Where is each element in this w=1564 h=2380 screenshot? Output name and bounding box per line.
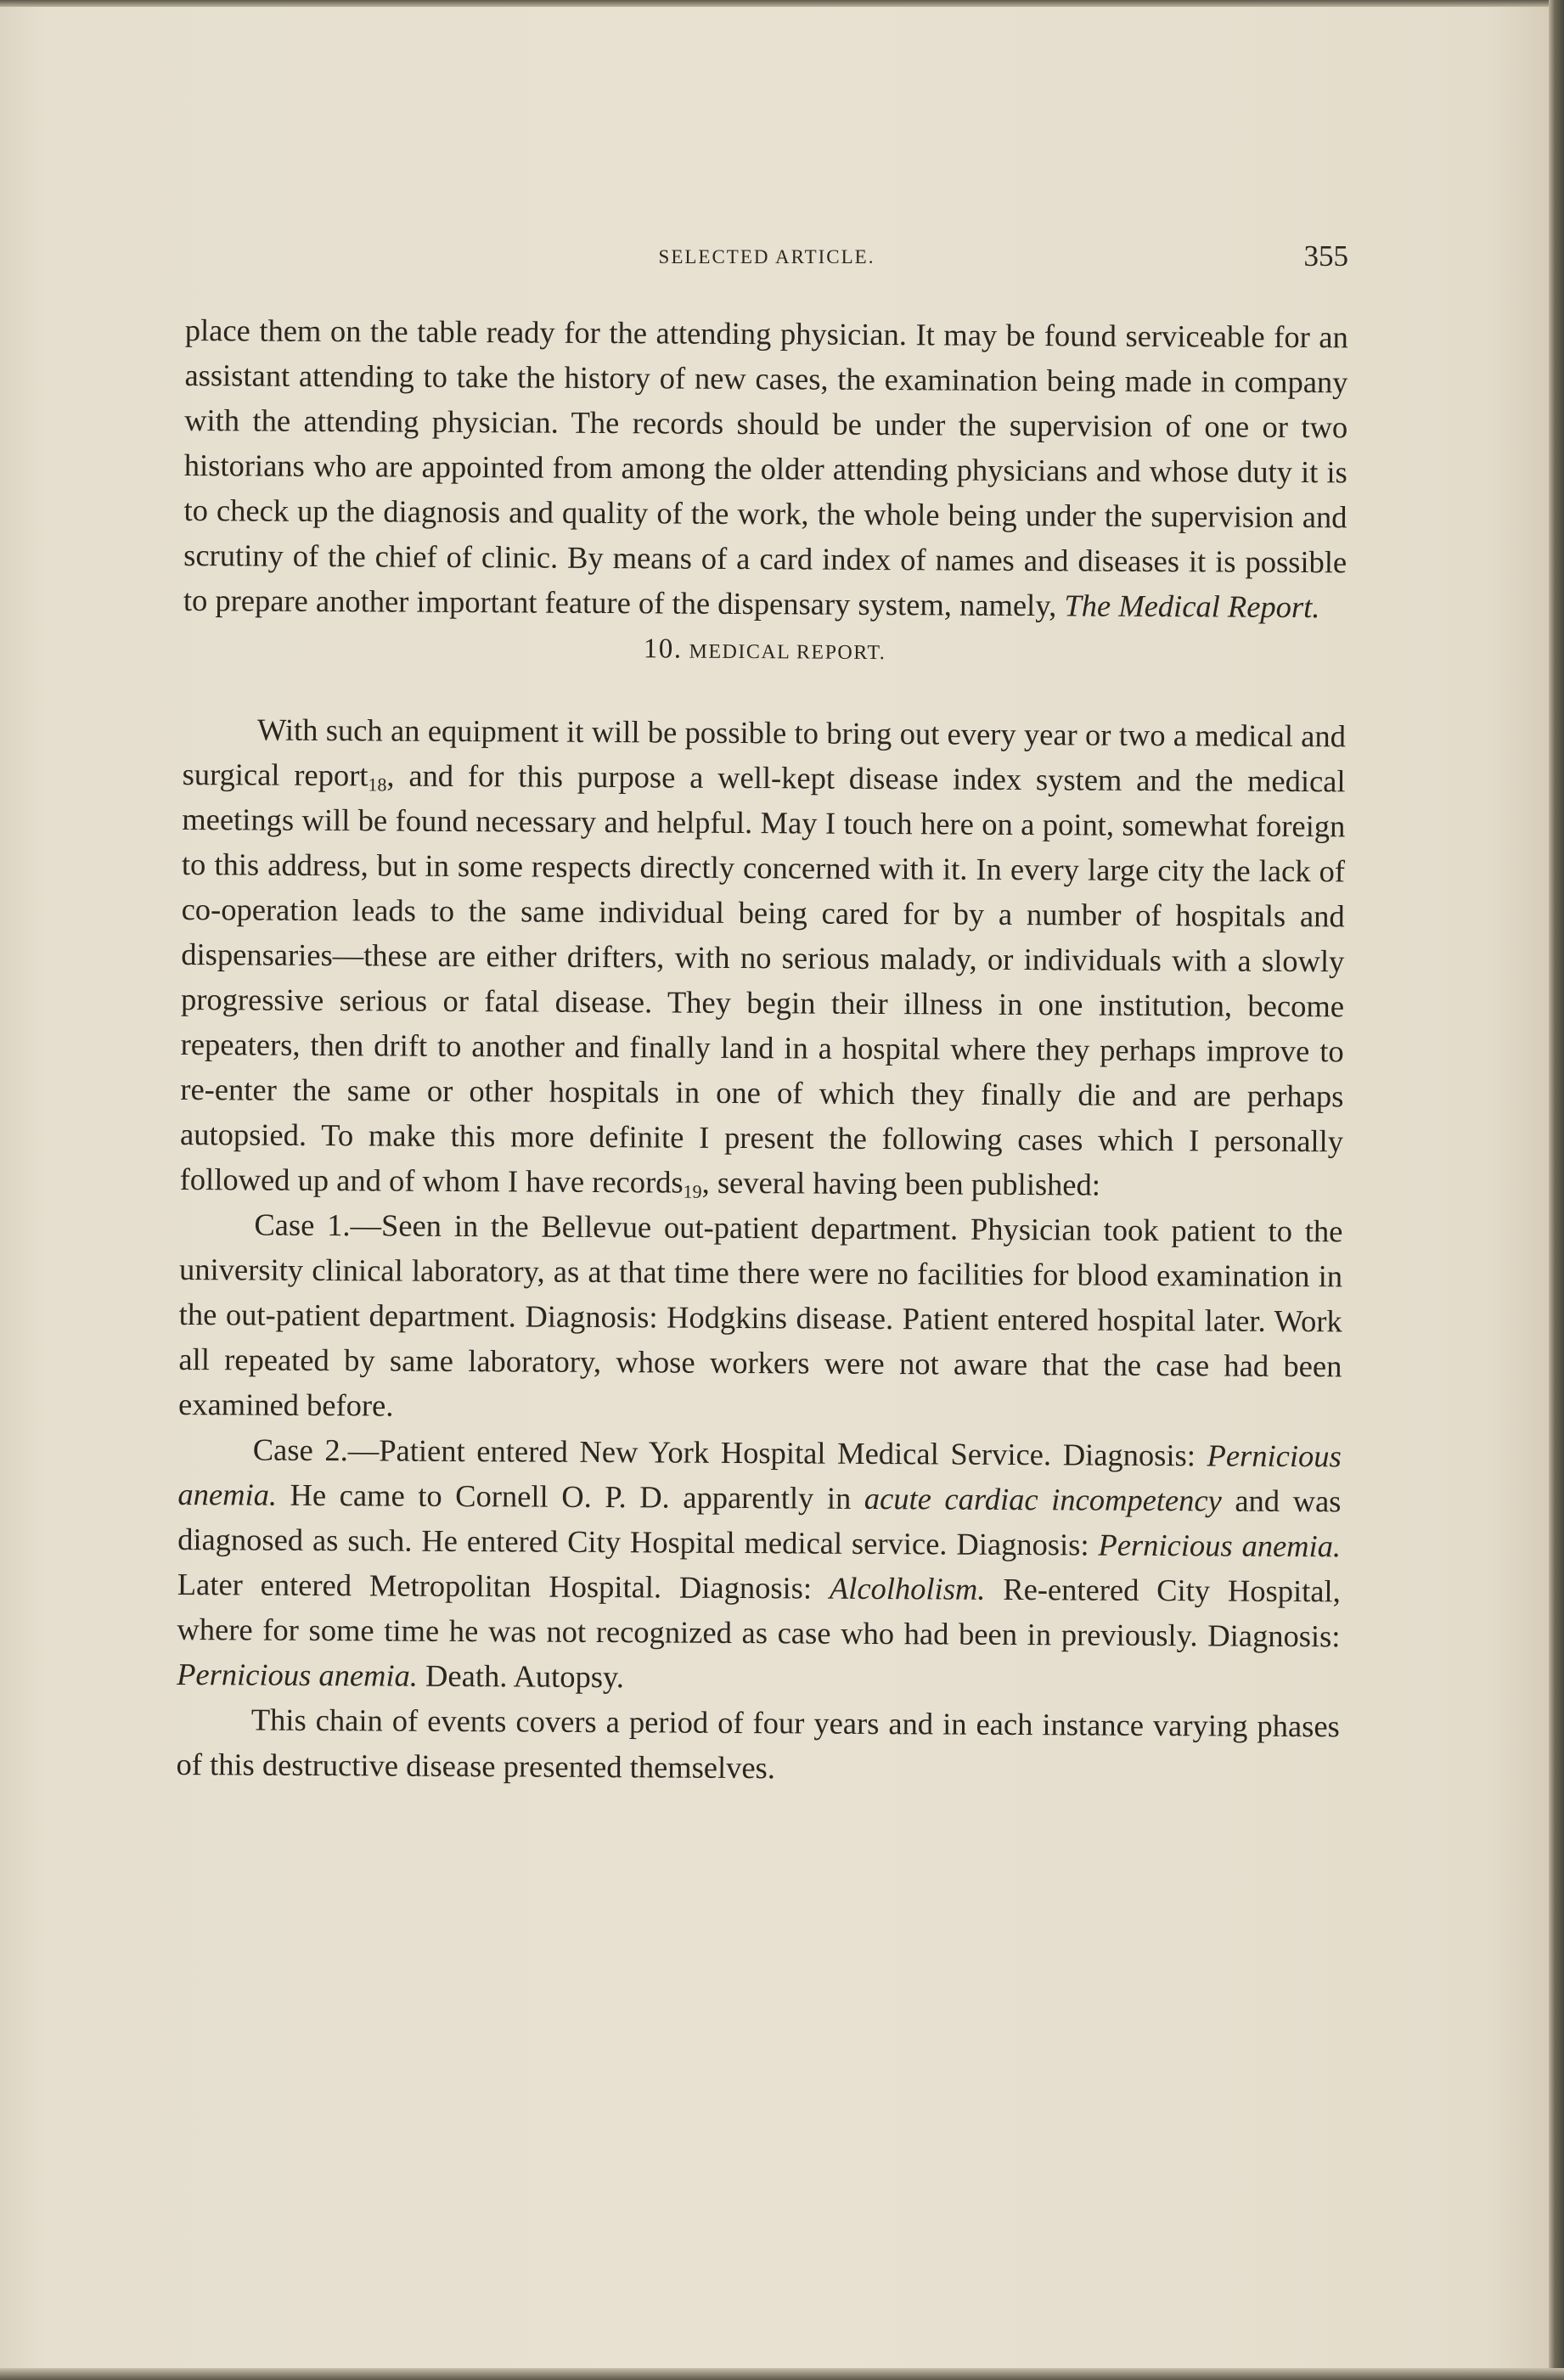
case-2-text-1: Case 2.—Patient entered New York Hospital Medical Service. Diagnosis: — [252, 1432, 1207, 1473]
case-2-text-4: Later entered Metropolitan Hospital. Diagnosis: — [177, 1566, 830, 1606]
case-1-text: Case 1.—Seen in the Bellevue out-patient department. Physician took patient to the university clinical laboratory, as at that time there were no facilities for blood examination in the out-patient department. Diagnosis: Hodgkins disease. Patient entered hospital later. Work all repeated by same laboratory, whose workers were not aware that the case had been examined before. — [177, 1207, 1343, 1423]
case-2-text-5: Re-entered City Hospital, where for some time he was not recognized as case who had been in previously. Diagnosis: — [177, 1571, 1341, 1654]
case-2-italic-5: Pernicious anemia. — [177, 1656, 419, 1693]
running-header — [185, 239, 1348, 282]
case-2-italic-2: acute cardiac incompetency — [864, 1480, 1222, 1518]
page-right-edge — [1549, 0, 1564, 2380]
section-heading — [183, 629, 1346, 672]
reference-18: 18 — [368, 774, 387, 796]
body-text — [176, 307, 1348, 1793]
case-1-paragraph — [178, 1201, 1343, 1433]
report-title-italic: The Medical Report. — [1064, 588, 1320, 625]
final-paragraph-text: This chain of events covers a period of four years and in each instance varying phases of this destructive disease presented themselves. — [176, 1702, 1340, 1786]
section-title: MEDICAL REPORT. — [689, 640, 886, 665]
case-2-text-3: and was diagnosed as such. He entered City Hospital medical service. Diagnosis: — [177, 1483, 1342, 1562]
section-number: 10. — [643, 633, 683, 665]
reference-19: 19 — [683, 1180, 702, 1202]
case-2-paragraph — [177, 1426, 1342, 1703]
case-2-text-6: Death. Autopsy. — [417, 1657, 625, 1695]
paragraph-2-part-1: With such an equipment it will be possible to bring out every year or two a medical and surgical report — [182, 712, 1347, 793]
page-bottom-edge — [0, 2368, 1564, 2380]
case-2-italic-1: Pernicious anemia. — [177, 1438, 1342, 1512]
case-2-italic-3: Pernicious anemia. — [1098, 1527, 1342, 1564]
case-2-text-2: He came to Cornell O. P. D. apparently in — [276, 1477, 865, 1516]
page-number: 355 — [1303, 239, 1348, 273]
paragraph-2-part-2: , and for this purpose a well-kept disease index system and the medical meetings will be found necessary and helpful. May I touch here on a point, somewhat foreign to this address, but in some respects directly concerned with it. In every large city the lack of co-operation leads to the same individual being cared for by a number of hospitals and dispensaries—these are either drifters, with no serious malady, or individuals with a slowly progressive serious or fatal disease. They begin their illness in one institution, become repeaters, then drift to another and finally land in a hospital where they perhaps improve to re-enter the same or other hospitals in one of which they finally die and are perhaps autopsied. To make this more definite I present the following cases which I personally followed up and of whom I have records — [179, 757, 1346, 1200]
paragraph-medical-report — [180, 706, 1347, 1208]
page-top-edge — [0, 0, 1564, 7]
paragraph-2-part-3: , several having been published: — [701, 1164, 1101, 1202]
running-title: SELECTED ARTICLE. — [658, 246, 875, 267]
paragraph-1-text: place them on the table ready for the attending physician. It may be found serviceable for an assistant attending to take the history of new cases, the examination being made in company with the attending physician. The records should be under the supervision of one or two historians who are appointed from among the older attending physicians and whose duty it is to check up the diagnosis and quality of the work, the whole being under the supervision and scrutiny of the chief of clinic. By means of a card index of names and diseases it is possible to prepare another important feature of the dispensary system, namely, — [183, 312, 1348, 623]
final-paragraph — [176, 1696, 1340, 1793]
case-2-italic-4: Alcolholism. — [829, 1570, 986, 1606]
paragraph-continued — [183, 307, 1348, 629]
